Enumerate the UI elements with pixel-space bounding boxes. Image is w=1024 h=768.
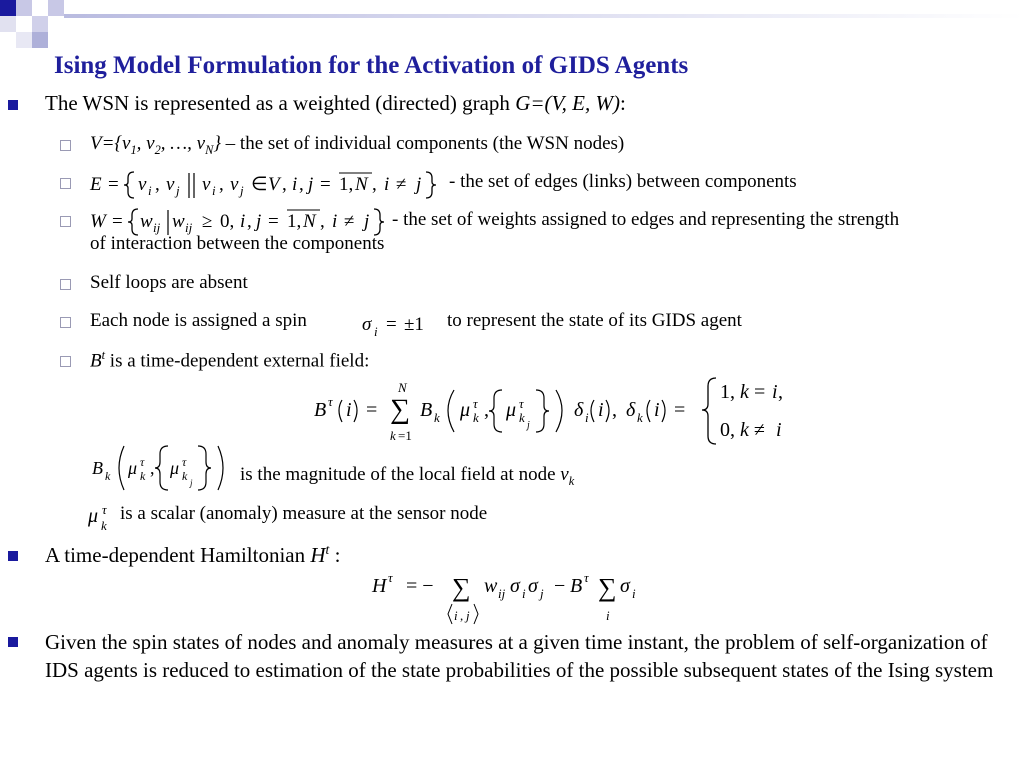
svg-text:μ: μ	[460, 399, 471, 421]
svg-text:τ: τ	[140, 455, 145, 469]
svg-text:=: =	[320, 174, 331, 195]
decor-square	[48, 0, 64, 16]
bullet-graph-text: The WSN is represented as a weighted (directed) graph	[45, 91, 516, 115]
field-formula	[312, 376, 802, 453]
sub-bullet-marker	[60, 356, 71, 367]
decor-square	[32, 16, 48, 32]
spin-text-a: Each node is assigned a spin	[90, 310, 307, 331]
decor-square	[16, 0, 32, 16]
hamiltonian-symbol: H	[310, 543, 326, 567]
svg-text:,: ,	[372, 174, 377, 195]
header-gradient-bar	[64, 14, 1024, 18]
svg-text:τ: τ	[182, 455, 187, 469]
svg-text:,: ,	[282, 174, 287, 195]
svg-text:=: =	[386, 314, 397, 335]
sub-bullet-marker	[60, 140, 71, 151]
hamiltonian-text: A time-dependent Hamiltonian	[45, 543, 311, 567]
svg-text:i: i	[522, 586, 526, 601]
field-text	[90, 348, 369, 372]
svg-text:−: −	[554, 575, 566, 597]
svg-text:=: =	[108, 174, 119, 195]
svg-text:k: k	[101, 518, 107, 533]
decor-square	[32, 32, 48, 48]
hamiltonian-formula	[370, 568, 680, 635]
node-symbol: v	[560, 464, 569, 485]
svg-text:τ: τ	[473, 396, 478, 411]
svg-text:j: j	[527, 420, 530, 431]
svg-text:k: k	[740, 381, 749, 403]
edge-set-formula	[88, 168, 448, 207]
svg-text:k: k	[740, 419, 749, 441]
svg-text:E: E	[90, 174, 102, 195]
spin-text-b: to represent the state of its GIDS agent	[447, 310, 742, 331]
sub-bullet-marker	[60, 216, 71, 227]
svg-text:k: k	[390, 428, 396, 443]
decor-square	[16, 16, 32, 32]
svg-text:i: i	[332, 211, 338, 232]
graph-notation: G=(V, E, W)	[515, 91, 620, 115]
svg-text:k: k	[434, 410, 440, 425]
svg-text:,: ,	[460, 608, 464, 623]
svg-text:k: k	[182, 469, 188, 483]
sub-bullet-marker	[60, 317, 71, 328]
svg-text:i: i	[606, 608, 610, 623]
svg-text:i: i	[598, 399, 604, 421]
svg-text:,: ,	[299, 174, 304, 195]
hamiltonian-sup: t	[325, 542, 330, 557]
svg-text:,: ,	[219, 174, 224, 195]
svg-text:= −: = −	[406, 575, 434, 597]
svg-text:B: B	[92, 458, 103, 478]
svg-text:=: =	[112, 211, 123, 232]
bullet-graph	[45, 91, 626, 116]
sub-item-v	[90, 133, 624, 158]
svg-text:j: j	[416, 174, 422, 195]
weight-set-text: - the set of weights assigned to edges and representing the strength	[392, 209, 900, 230]
decor-square	[16, 32, 32, 48]
svg-text:0,: 0,	[220, 211, 235, 232]
svg-text:=: =	[754, 381, 766, 403]
svg-text:σ: σ	[620, 575, 630, 597]
svg-text:=: =	[674, 399, 686, 421]
svg-text:k: k	[637, 410, 643, 425]
svg-text:k: k	[105, 469, 111, 483]
svg-text:1,: 1,	[287, 211, 302, 232]
svg-text:δ: δ	[626, 399, 636, 421]
svg-text:i: i	[240, 211, 246, 232]
svg-text:v: v	[202, 174, 211, 195]
weight-set-text-cont: of interaction between the components	[90, 233, 385, 254]
svg-text:w: w	[484, 575, 498, 597]
bullet-marker	[8, 551, 18, 561]
svg-text:=: =	[366, 399, 378, 421]
svg-text:B: B	[420, 399, 433, 421]
sub-bullet-marker	[60, 279, 71, 290]
set-v-text: – the set of individual components (the WSN nodes)	[220, 133, 625, 154]
svg-text:i: i	[148, 183, 152, 198]
field-sup: t	[101, 348, 106, 362]
svg-text:j: j	[364, 211, 370, 232]
svg-text:j: j	[176, 183, 180, 198]
svg-text:τ: τ	[102, 502, 107, 517]
local-field-text	[240, 464, 574, 489]
self-loops-text: Self loops are absent	[90, 272, 248, 293]
svg-text:j: j	[240, 183, 244, 198]
svg-text:i: i	[585, 410, 589, 425]
svg-text:μ: μ	[170, 458, 180, 478]
bullet-marker	[8, 637, 18, 647]
svg-text:σ: σ	[510, 575, 520, 597]
svg-text:w: w	[140, 211, 153, 232]
svg-text:j: j	[540, 586, 544, 601]
svg-text:k: k	[140, 469, 146, 483]
svg-text:i: i	[654, 399, 660, 421]
bullet-marker	[8, 100, 18, 110]
field-description: is a time-dependent external field:	[105, 350, 370, 372]
decor-square	[32, 0, 48, 16]
anomaly-symbol	[86, 500, 118, 539]
svg-text:i: i	[776, 419, 782, 441]
svg-text:j: j	[308, 174, 314, 195]
svg-text:k: k	[519, 410, 525, 425]
svg-text:ij: ij	[185, 220, 193, 235]
local-field-formula	[90, 440, 238, 501]
svg-text:i: i	[454, 608, 458, 623]
svg-text:,: ,	[320, 211, 325, 232]
svg-text:ij: ij	[153, 220, 161, 235]
set-v-math: $V=\{v_1$, $v_2$, …, $v_N$}	[90, 133, 221, 157]
svg-text:∑: ∑	[452, 573, 471, 602]
svg-text:≠: ≠	[754, 419, 765, 441]
bullet-hamiltonian	[45, 542, 340, 568]
svg-text:,: ,	[150, 458, 155, 478]
svg-text:=1: =1	[398, 428, 412, 443]
colon: :	[619, 91, 626, 115]
svg-text:i: i	[384, 174, 390, 195]
svg-text:1,: 1,	[720, 381, 735, 403]
svg-text:V: V	[268, 174, 280, 195]
svg-text:i: i	[374, 324, 378, 339]
svg-text:,: ,	[612, 399, 617, 421]
spin-formula	[360, 310, 440, 345]
svg-text:v: v	[138, 174, 147, 195]
svg-text:μ: μ	[506, 399, 517, 421]
svg-text:∈: ∈	[251, 174, 268, 195]
edge-set-text: - the set of edges (links) between components	[449, 171, 797, 192]
svg-text:∑: ∑	[390, 394, 410, 425]
local-field-description: is the magnitude of the local field at node	[240, 464, 561, 485]
svg-text:ij: ij	[498, 586, 506, 601]
slide-title: Ising Model Formulation for the Activation of GIDS Agents	[54, 52, 689, 79]
svg-text:v: v	[230, 174, 239, 195]
node-sub: k	[568, 473, 575, 488]
svg-text:i: i	[632, 586, 636, 601]
svg-text:,: ,	[778, 381, 783, 403]
svg-text:W: W	[90, 211, 106, 232]
svg-text:σ: σ	[528, 575, 538, 597]
svg-text:B: B	[314, 399, 327, 421]
svg-text:j: j	[190, 478, 193, 488]
svg-text:τ: τ	[584, 570, 589, 585]
svg-text:≠: ≠	[396, 174, 407, 195]
colon: :	[329, 543, 341, 567]
svg-text:N: N	[355, 174, 368, 195]
decor-square	[0, 16, 16, 32]
svg-text:i: i	[346, 399, 352, 421]
field-symbol: B	[90, 350, 102, 372]
svg-text:τ: τ	[519, 396, 524, 411]
svg-text:,: ,	[247, 211, 252, 232]
svg-text:1,: 1,	[339, 174, 354, 195]
svg-text:N: N	[398, 380, 407, 395]
svg-text:H: H	[372, 575, 387, 597]
bullet-conclusion: Given the spin states of nodes and anomaly measures at a given time instant, the problem of self-organization of IDS agents is reduced to estimation of the state probabilities of the possible subsequent states of the Ising system	[45, 630, 994, 682]
decor-square	[0, 0, 16, 16]
anomaly-text: is a scalar (anomaly) measure at the sensor node	[120, 503, 488, 524]
svg-text:σ: σ	[362, 314, 372, 335]
sub-bullet-marker	[60, 178, 71, 189]
svg-text:N: N	[303, 211, 316, 232]
svg-text:i: i	[292, 174, 298, 195]
svg-text:i: i	[212, 183, 216, 198]
svg-text:∑: ∑	[598, 573, 617, 602]
svg-text:±1: ±1	[404, 314, 424, 335]
svg-text:v: v	[166, 174, 175, 195]
svg-text:B: B	[570, 575, 583, 597]
svg-text:=: =	[268, 211, 279, 232]
svg-text:j: j	[466, 608, 470, 623]
svg-text:,: ,	[155, 174, 160, 195]
svg-text:δ: δ	[574, 399, 584, 421]
svg-text:≠: ≠	[344, 211, 355, 232]
svg-text:≥: ≥	[202, 211, 213, 232]
svg-text:,: ,	[484, 399, 489, 421]
svg-text:k: k	[473, 410, 479, 425]
svg-text:τ: τ	[328, 394, 333, 409]
svg-text:0,: 0,	[720, 419, 735, 441]
svg-text:τ: τ	[388, 570, 393, 585]
svg-text:i: i	[772, 381, 778, 403]
svg-text:μ: μ	[128, 458, 138, 478]
svg-text:w: w	[172, 211, 185, 232]
svg-text:μ: μ	[88, 505, 99, 527]
svg-text:j: j	[256, 211, 262, 232]
